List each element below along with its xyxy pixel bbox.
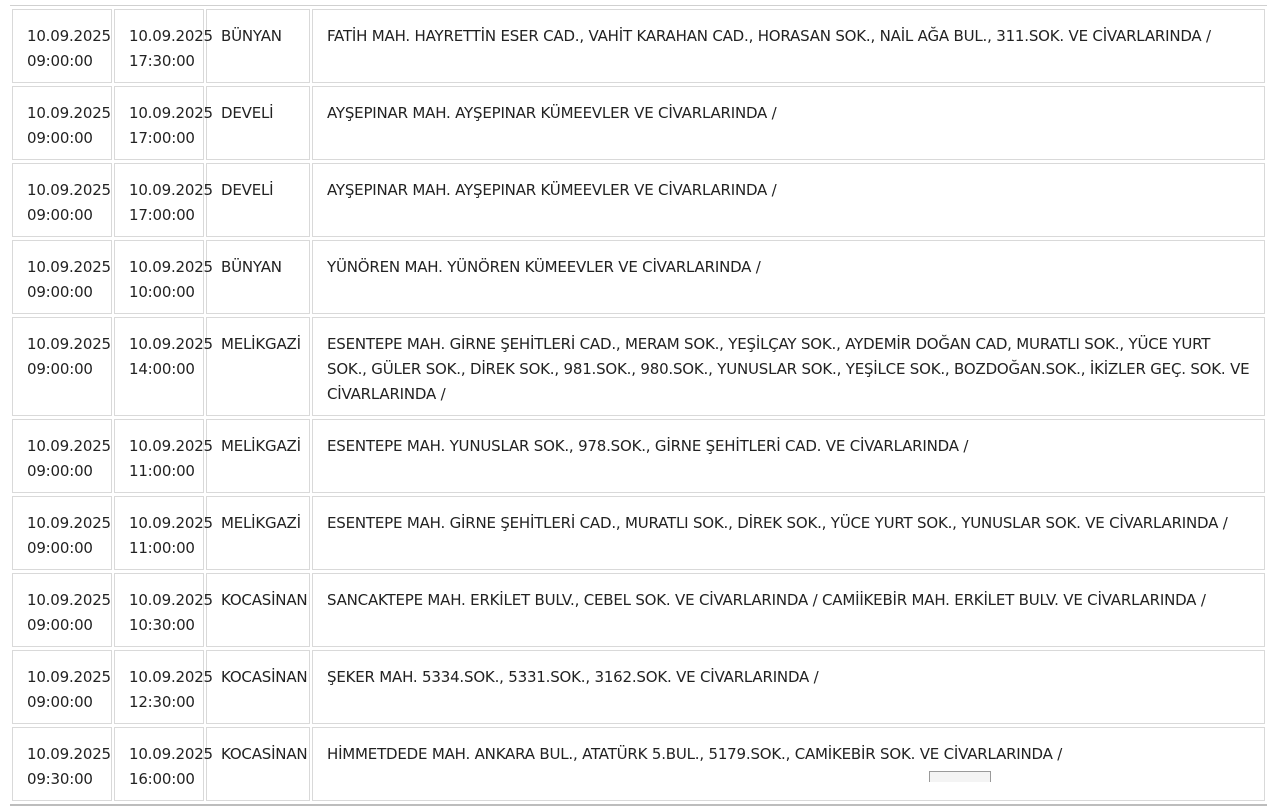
end-cell <box>114 573 213 647</box>
start-date: 10.09.2025 <box>27 27 111 45</box>
start-date: 10.09.2025 <box>27 181 111 199</box>
end-date: 10.09.2025 <box>129 181 213 199</box>
address-cell: AYŞEPINAR MAH. AYŞEPINAR KÜMEEVLER VE CİVARLARINDA / <box>312 163 1265 237</box>
district-cell: MELİKGAZİ <box>206 496 310 570</box>
table-row <box>12 240 1265 314</box>
start-date: 10.09.2025 <box>27 668 111 686</box>
district-cell: DEVELİ <box>206 86 310 160</box>
district-cell: BÜNYAN <box>206 240 310 314</box>
end-cell <box>114 86 213 160</box>
start-cell <box>12 240 112 314</box>
start-cell <box>12 573 112 647</box>
start-cell <box>12 650 112 724</box>
start-time: 09:00:00 <box>27 129 93 147</box>
start-cell <box>12 9 112 83</box>
table-row <box>12 419 1265 493</box>
end-cell <box>114 163 213 237</box>
table-row <box>12 727 1265 801</box>
end-time: 11:00:00 <box>129 539 195 557</box>
address-cell: SANCAKTEPE MAH. ERKİLET BULV., CEBEL SOK. VE CİVARLARINDA / CAMİİKEBİR MAH. ERKİLET BULV. VE CİVARLARINDA / <box>312 573 1265 647</box>
address-cell: AYŞEPINAR MAH. AYŞEPINAR KÜMEEVLER VE CİVARLARINDA / <box>312 86 1265 160</box>
address-cell: FATİH MAH. HAYRETTİN ESER CAD., VAHİT KARAHAN CAD., HORASAN SOK., NAİL AĞA BUL., 311.SOK. VE CİVARLARINDA / <box>312 9 1265 83</box>
address-cell: ESENTEPE MAH. GİRNE ŞEHİTLERİ CAD., MURATLI SOK., DİREK SOK., YÜCE YURT SOK., YUNUSLAR SOK. VE CİVARLARINDA / <box>312 496 1265 570</box>
table-row <box>12 317 1265 416</box>
start-date: 10.09.2025 <box>27 437 111 455</box>
table-row <box>12 9 1265 83</box>
start-date: 10.09.2025 <box>27 591 111 609</box>
table-row <box>12 86 1265 160</box>
district-cell: KOCASİNAN <box>206 573 310 647</box>
end-date: 10.09.2025 <box>129 27 213 45</box>
address-cell: YÜNÖREN MAH. YÜNÖREN KÜMEEVLER VE CİVARLARINDA / <box>312 240 1265 314</box>
district-cell: KOCASİNAN <box>206 650 310 724</box>
start-time: 09:00:00 <box>27 616 93 634</box>
end-cell <box>114 317 213 416</box>
end-time: 10:30:00 <box>129 616 195 634</box>
table-row <box>12 496 1265 570</box>
end-time: 10:00:00 <box>129 283 195 301</box>
start-cell <box>12 496 112 570</box>
end-cell <box>114 727 213 801</box>
end-time: 17:30:00 <box>129 52 195 70</box>
address-cell: HİMMETDEDE MAH. ANKARA BUL., ATATÜRK 5.BUL., 5179.SOK., CAMİKEBİR SOK. VE CİVARLARINDA / <box>312 727 1265 801</box>
address-cell: ESENTEPE MAH. YUNUSLAR SOK., 978.SOK., GİRNE ŞEHİTLERİ CAD. VE CİVARLARINDA / <box>312 419 1265 493</box>
end-date: 10.09.2025 <box>129 591 213 609</box>
end-time: 11:00:00 <box>129 462 195 480</box>
start-date: 10.09.2025 <box>27 514 111 532</box>
district-cell: MELİKGAZİ <box>206 419 310 493</box>
start-time: 09:00:00 <box>27 360 93 378</box>
end-date: 10.09.2025 <box>129 104 213 122</box>
start-date: 10.09.2025 <box>27 104 111 122</box>
start-cell <box>12 419 112 493</box>
start-time: 09:00:00 <box>27 693 93 711</box>
start-time: 09:00:00 <box>27 462 93 480</box>
district-cell: KOCASİNAN <box>206 727 310 801</box>
start-cell <box>12 163 112 237</box>
end-date: 10.09.2025 <box>129 745 213 763</box>
start-cell <box>12 727 112 801</box>
address-cell: ŞEKER MAH. 5334.SOK., 5331.SOK., 3162.SOK. VE CİVARLARINDA / <box>312 650 1265 724</box>
end-date: 10.09.2025 <box>129 335 213 353</box>
outage-table-container <box>10 5 1267 806</box>
start-cell <box>12 86 112 160</box>
end-date: 10.09.2025 <box>129 514 213 532</box>
table-row <box>12 573 1265 647</box>
end-cell <box>114 419 213 493</box>
end-cell <box>114 650 213 724</box>
address-cell: ESENTEPE MAH. GİRNE ŞEHİTLERİ CAD., MERAM SOK., YEŞİLÇAY SOK., AYDEMİR DOĞAN CAD, MURATLI SOK., YÜCE YURT SOK., GÜLER SOK., DİREK SOK., 981.SOK., 980.SOK., YUNUSLAR SOK., YEŞİLCE SOK., BOZDOĞAN.SOK., İKİZLER GEÇ. SOK. VE CİVARLARINDA / <box>312 317 1265 416</box>
end-date: 10.09.2025 <box>129 437 213 455</box>
end-time: 16:00:00 <box>129 770 195 788</box>
start-date: 10.09.2025 <box>27 258 111 276</box>
district-cell: MELİKGAZİ <box>206 317 310 416</box>
start-date: 10.09.2025 <box>27 335 111 353</box>
start-time: 09:00:00 <box>27 52 93 70</box>
end-time: 12:30:00 <box>129 693 195 711</box>
start-cell <box>12 317 112 416</box>
end-cell <box>114 496 213 570</box>
start-time: 09:00:00 <box>27 206 93 224</box>
end-cell <box>114 9 213 83</box>
end-date: 10.09.2025 <box>129 668 213 686</box>
start-time: 09:30:00 <box>27 770 93 788</box>
outage-table <box>10 6 1267 804</box>
table-row <box>12 650 1265 724</box>
start-time: 09:00:00 <box>27 539 93 557</box>
start-time: 09:00:00 <box>27 283 93 301</box>
end-time: 17:00:00 <box>129 206 195 224</box>
district-cell: DEVELİ <box>206 163 310 237</box>
end-time: 14:00:00 <box>129 360 195 378</box>
end-date: 10.09.2025 <box>129 258 213 276</box>
end-cell <box>114 240 213 314</box>
table-row <box>12 163 1265 237</box>
pagination-button[interactable] <box>929 771 991 782</box>
end-time: 17:00:00 <box>129 129 195 147</box>
start-date: 10.09.2025 <box>27 745 111 763</box>
district-cell: BÜNYAN <box>206 9 310 83</box>
